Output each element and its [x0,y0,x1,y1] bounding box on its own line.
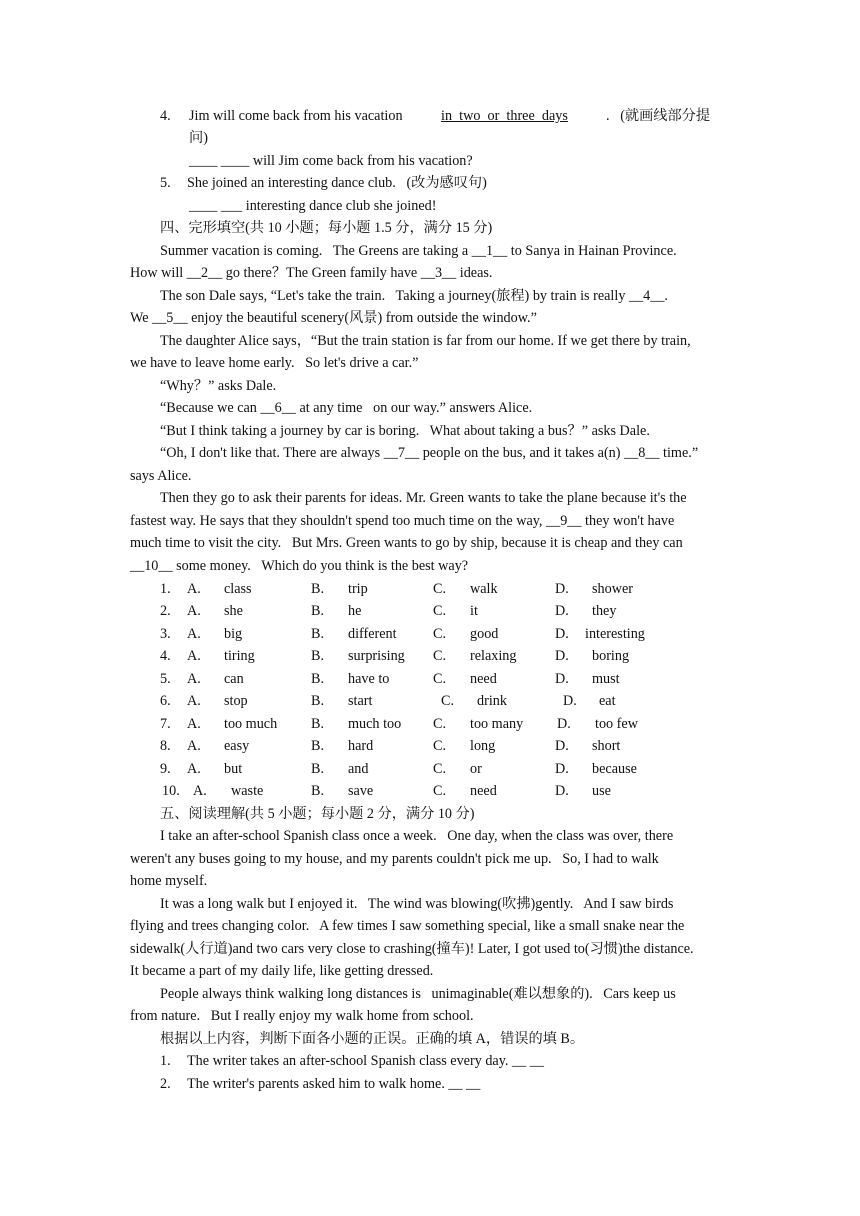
option-c: long [470,738,496,754]
cloze-line: says Alice. [130,468,192,484]
option-number: 8. [160,738,171,754]
reading-line: from nature. But I really enjoy my walk home from school. [130,1008,474,1024]
cloze-line: “Why？” asks Dale. [160,378,277,394]
option-letter-b: B. [311,693,325,709]
option-c: good [470,626,499,642]
option-letter-b: B. [311,738,325,754]
rewrite-q4-text: Jim will come back from his vacation [189,108,403,124]
option-number: 3. [160,626,171,642]
option-d: too few [595,716,638,732]
reading-line: People always think walking long distances is unimaginable(难以想象的). Cars keep us [160,986,676,1002]
cloze-line: __10__ some money. Which do you think is the best way? [130,558,469,574]
option-number: 9. [160,761,171,777]
option-d: interesting [585,626,645,642]
option-letter-d: D. [555,738,569,754]
option-letter-c: C. [433,761,447,777]
rewrite-q5-number: 5. [160,175,171,191]
option-b: and [348,761,369,777]
option-letter-d: D. [555,761,569,777]
option-b: hard [348,738,374,754]
cloze-line: “Because we can __6__ at any time on our way.” answers Alice. [160,400,533,416]
option-c: it [470,603,478,619]
cloze-line: How will __2__ go there？The Green family have __3__ ideas. [130,265,493,281]
option-c: need [470,783,497,799]
option-letter-a: A. [187,671,201,687]
reading-line: It became a part of my daily life, like getting dressed. [130,963,434,979]
option-letter-c: C. [433,626,447,642]
cloze-line: The daughter Alice says，“But the train station is far from our home. If we get there by train, [160,333,691,349]
option-letter-a: A. [187,603,201,619]
option-number: 1. [160,581,171,597]
rewrite-q4-instruction-cont: 问) [189,130,208,146]
reading-question-text: The writer takes an after-school Spanish class every day. __ __ [187,1053,544,1069]
option-a: tiring [224,648,255,664]
option-b: have to [348,671,390,687]
option-d: shower [592,581,633,597]
option-letter-b: B. [311,783,325,799]
option-a: waste [231,783,264,799]
option-c: relaxing [470,648,517,664]
reading-line: It was a long walk but I enjoyed it. The wind was blowing(吹拂)gently. And I saw birds [160,896,674,912]
option-a: she [224,603,243,619]
option-letter-a: A. [187,626,201,642]
option-b: trip [348,581,368,597]
option-c: drink [477,693,507,709]
cloze-line: Summer vacation is coming. The Greens are taking a __1__ to Sanya in Hainan Province. [160,243,677,259]
option-letter-a: A. [187,761,201,777]
option-number: 10. [162,783,180,799]
option-b: much too [348,716,402,732]
option-b: different [348,626,397,642]
option-number: 7. [160,716,171,732]
option-b: he [348,603,362,619]
option-c: need [470,671,497,687]
option-d: use [592,783,611,799]
option-letter-b: B. [311,648,325,664]
option-letter-b: B. [311,626,325,642]
cloze-line: “Oh, I don't like that. There are always __7__ people on the bus, and it takes a(n) __8__ time.” [160,445,699,461]
option-letter-a: A. [187,581,201,597]
option-a: big [224,626,243,642]
option-letter-c: C. [433,783,447,799]
option-a: can [224,671,244,687]
option-letter-a: A. [193,783,207,799]
option-d: because [592,761,637,777]
option-letter-c: C. [433,671,447,687]
option-letter-b: B. [311,716,325,732]
cloze-line: The son Dale says, “Let's take the train. Taking a journey(旅程) by train is really __4__. [160,288,668,304]
rewrite-q4-answer-line: ____ ____ will Jim come back from his vacation? [189,153,473,169]
option-letter-b: B. [311,581,325,597]
reading-line: weren't any buses going to my house, and my parents couldn't pick me up. So, I had to walk [130,851,659,867]
cloze-heading: 四、完形填空(共 10 小题；每小题 1.5 分，满分 15 分) [160,220,493,236]
option-d: they [592,603,617,619]
option-number: 6. [160,693,171,709]
option-a: too much [224,716,278,732]
option-b: start [348,693,373,709]
option-letter-d: D. [555,671,569,687]
option-letter-d: D. [555,581,569,597]
rewrite-q4-instruction: . (就画线部分提 [606,108,711,124]
reading-heading: 五、阅读理解(共 5 小题；每小题 2 分，满分 10 分) [160,806,475,822]
option-b: save [348,783,374,799]
option-a: but [224,761,243,777]
option-letter-b: B. [311,761,325,777]
option-a: class [224,581,252,597]
reading-line: home myself. [130,873,208,889]
option-letter-d: D. [555,648,569,664]
option-a: stop [224,693,248,709]
option-letter-a: A. [187,738,201,754]
option-number: 2. [160,603,171,619]
option-letter-d: D. [563,693,577,709]
option-letter-d: D. [555,626,569,642]
option-letter-a: A. [187,716,201,732]
rewrite-q5-text: She joined an interesting dance club. (改为感叹句) [187,175,487,191]
option-c: too many [470,716,524,732]
option-letter-b: B. [311,603,325,619]
option-letter-d: D. [555,603,569,619]
rewrite-q4-number: 4. [160,108,171,124]
option-letter-a: A. [187,648,201,664]
option-letter-b: B. [311,671,325,687]
option-d: must [592,671,620,687]
rewrite-q5-answer-line: ____ ___ interesting dance club she joined! [189,198,437,214]
reading-line: sidewalk(人行道)and two cars very close to crashing(撞车)! Later, I got used to(习惯)the distance. [130,941,694,957]
option-d: eat [599,693,616,709]
option-number: 5. [160,671,171,687]
option-c: or [470,761,482,777]
reading-question-text: The writer's parents asked him to walk home. __ __ [187,1076,481,1092]
option-number: 4. [160,648,171,664]
reading-instruction: 根据以上内容，判断下面各小题的正误。正确的填 A，错误的填 B。 [160,1031,585,1047]
rewrite-q4-underlined: in two or three days [441,108,568,124]
option-letter-d: D. [555,783,569,799]
reading-question-number: 1. [160,1053,171,1069]
option-letter-c: C. [433,581,447,597]
reading-line: I take an after-school Spanish class once a week. One day, when the class was over, there [160,828,674,844]
option-d: boring [592,648,630,664]
cloze-line: “But I think taking a journey by car is boring. What about taking a bus？” asks Dale. [160,423,650,439]
cloze-line: we have to leave home early. So let's drive a car.” [130,355,419,371]
option-b: surprising [348,648,405,664]
option-letter-d: D. [557,716,571,732]
option-letter-c: C. [433,603,447,619]
option-letter-c: C. [441,693,455,709]
option-c: walk [470,581,498,597]
cloze-line: We __5__ enjoy the beautiful scenery(风景) from outside the window.” [130,310,537,326]
option-letter-a: A. [187,693,201,709]
option-d: short [592,738,621,754]
option-a: easy [224,738,250,754]
reading-question-number: 2. [160,1076,171,1092]
cloze-line: much time to visit the city. But Mrs. Green wants to go by ship, because it is cheap and they can [130,535,683,551]
cloze-line: fastest way. He says that they shouldn't spend too much time on the way, __9__ they won't have [130,513,675,529]
option-letter-c: C. [433,738,447,754]
option-letter-c: C. [433,716,447,732]
reading-line: flying and trees changing color. A few times I saw something special, like a small snake near the [130,918,685,934]
option-letter-c: C. [433,648,447,664]
cloze-line: Then they go to ask their parents for ideas. Mr. Green wants to take the plane because it's the [160,490,687,506]
